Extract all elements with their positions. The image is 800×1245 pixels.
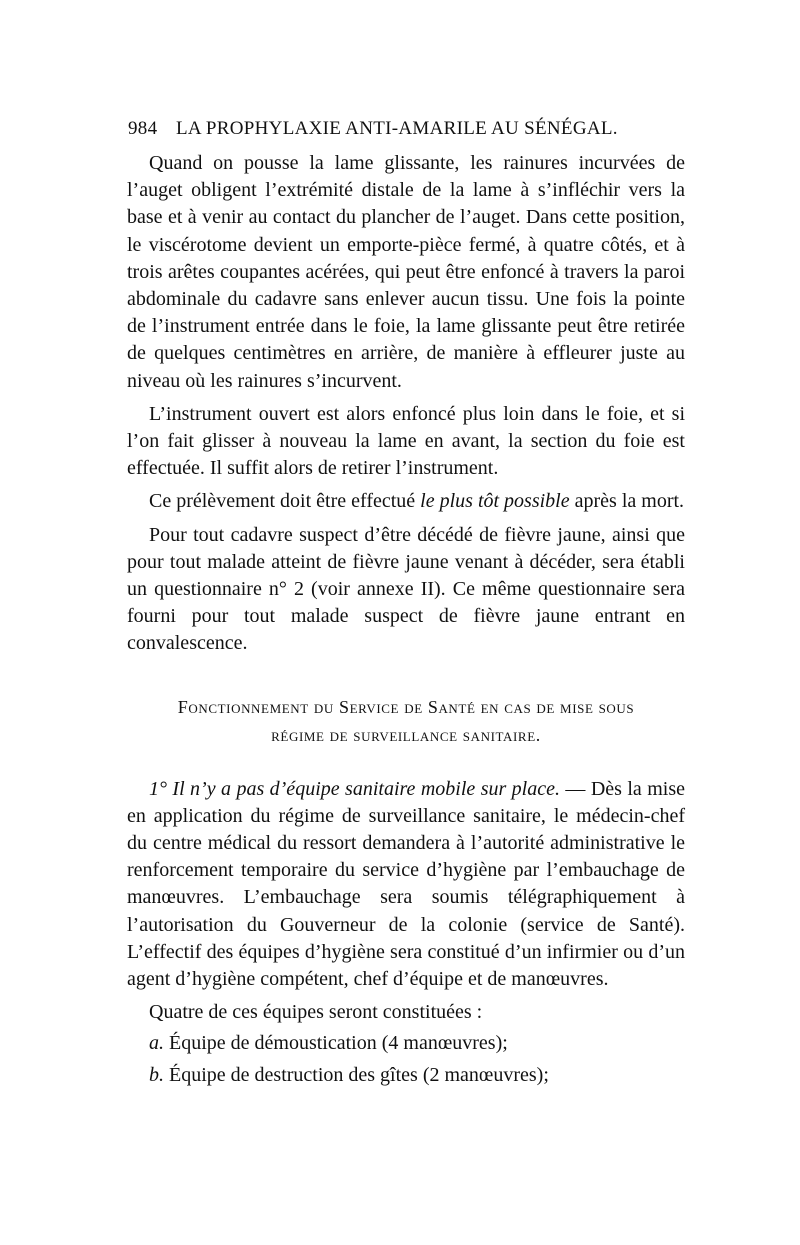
paragraph: Quatre de ces équipes seront constituées : <box>149 1001 483 1024</box>
paragraph: Pour tout cadavre suspect d’être décédé de fièvre jaune, ainsi que pour tout malade atteint de fièvre jaune venant à décéder, sera établi un questionnaire n° 2 (voir annexe II). Ce même questionnaire sera fourni pour tout malade suspect de fièvre jaune entrant en convalescence. <box>127 523 685 655</box>
paragraph-text: — Dès la mise en application du régime de surveillance sanitaire, le médecin-chef du centre médical du ressort demandera à l’autorité administrative le renforcement temporaire du service d’hygiène par l’embauchage de manœuvres. L’embauchage sera soumis télégraphiquement à l’autorisation du Gouverneur de la colonie (service de Santé). L’effectif des équipes d’hygiène sera constitué d’un infirmier ou d’un agent d’hygiène compétent, chef d’équipe et de manœuvres. <box>127 777 686 991</box>
list-item-text: Équipe de destruction des gîtes (2 manœuvres); <box>164 1063 549 1086</box>
paragraph: Quand on pousse la lame glissante, les rainures incurvées de l’auget obligent l’extrémité distale de la lame à s’infléchir vers la base et à venir au contact du plancher de l’auget. Dans cette position, le viscérotome devient un emporte-pièce fermé, à quatre côtés, et à trois arêtes coupantes acérées, qui peut être enfoncé à travers la paroi abdominale du cadavre sans enlever aucun tissu. Une fois la pointe de l’instrument entrée dans le foie, la lame glissante peut être retirée de quelques centimètres en arrière, de manière à effleurer juste au niveau où les rainures s’incurvent. <box>127 152 685 392</box>
section-heading-line: régime de surveillance sanitaire. <box>271 724 541 745</box>
running-header <box>128 118 688 140</box>
body-text <box>127 150 685 1089</box>
list-marker: a. <box>149 1032 164 1055</box>
section-heading <box>127 693 685 749</box>
running-title: LA PROPHYLAXIE ANTI-AMARILE AU SÉNÉGAL. <box>176 118 618 139</box>
emphasis-text: le plus tôt possible <box>420 490 570 513</box>
list-marker: b. <box>149 1063 164 1086</box>
list-item <box>127 1062 685 1089</box>
paragraph-text: Ce prélèvement doit être effectué <box>149 490 421 513</box>
list-item-text: Équipe de démoustication (4 manœuvres); <box>164 1032 508 1055</box>
list-item <box>127 1030 685 1057</box>
paragraph <box>127 776 685 994</box>
paragraph-lead: 1° Il n’y a pas d’équipe sanitaire mobile sur place. <box>149 777 560 800</box>
paragraph <box>127 488 685 515</box>
section-heading-line: Fonctionnement du Service de Santé en cas de mise sous <box>177 696 635 717</box>
paragraph: L’instrument ouvert est alors enfoncé plus loin dans le foie, et si l’on fait glisser à nouveau la lame en avant, la section du foie est effectuée. Il suffit alors de retirer l’instrument. <box>127 402 685 480</box>
paragraph-text: après la mort. <box>569 490 685 513</box>
page-number: 984 <box>128 118 158 139</box>
